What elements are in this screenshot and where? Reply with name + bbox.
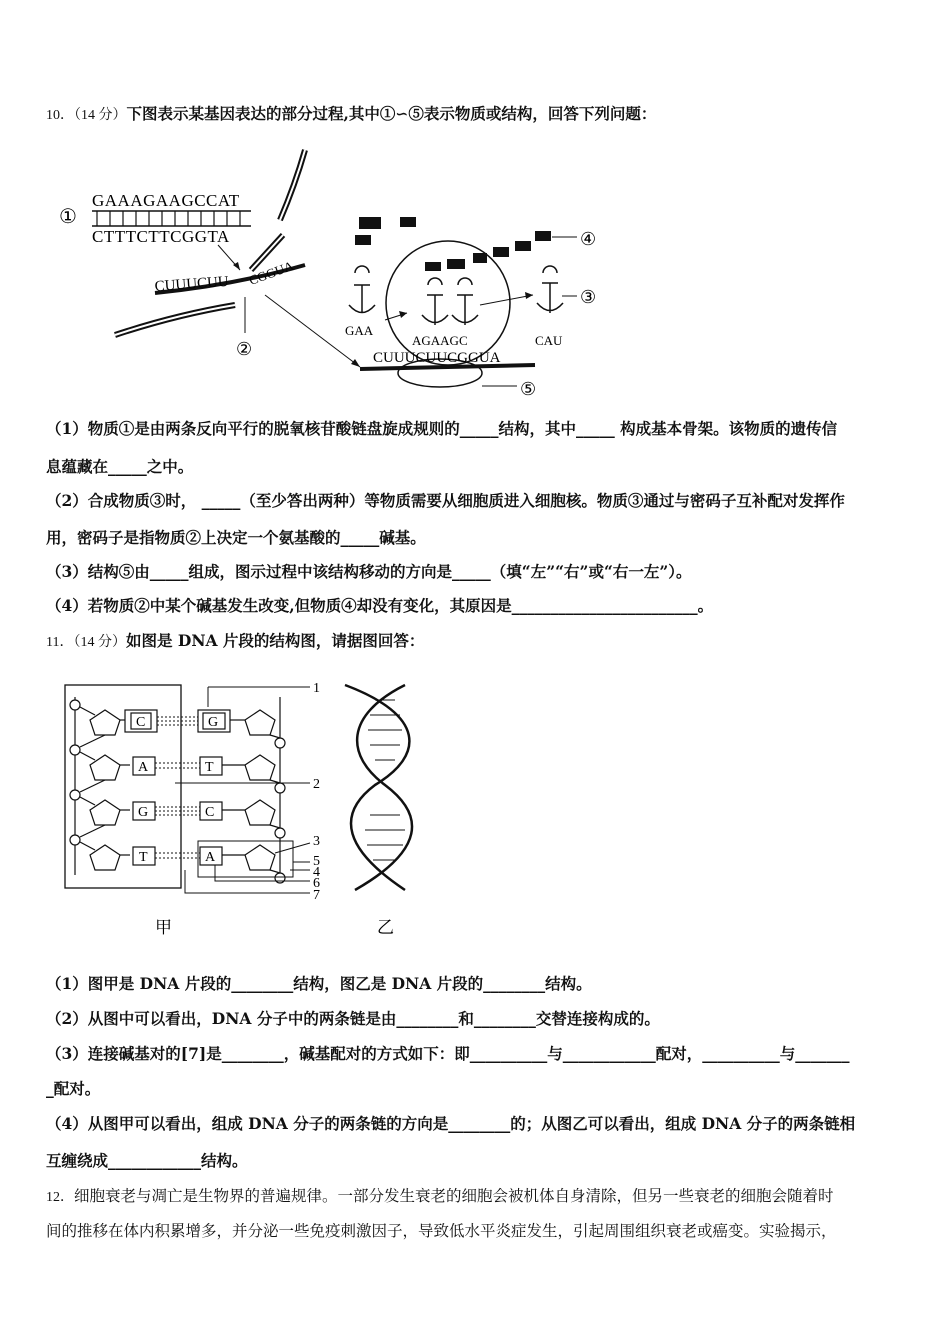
q11-sub3-line1: （3）连接碱基对的[7]是________，碱基配对的方式如下：即__________与____________配对，__________与_______ [46, 1044, 850, 1063]
q10-fig-dna-top: GAAAGAAGCCAT [92, 191, 240, 210]
q10-fig-dna-bottom: CTTTCTTCGGTA [92, 227, 230, 246]
q10-fig-anticodon-2: AGAAGC [412, 333, 468, 348]
q10-sub4: （4）若物质②中某个碱基发生改变,但物质④却没有变化，其原因是________________________。 [46, 596, 714, 615]
q10-stem [46, 103, 906, 127]
q11-fig-left-base-4: T [139, 850, 148, 865]
q11-fig-label-2: 2 [313, 777, 320, 792]
q11-fig-right-base-1: G [208, 715, 219, 730]
q11-number: 11． [46, 635, 74, 650]
q11-sub4-line2: 互缠绕成____________结构。 [46, 1151, 248, 1170]
q10-fig-label-2: ② [236, 339, 253, 359]
q11-fig-left-base-1: C [136, 715, 146, 730]
q11-fig-left-base-3: G [138, 805, 149, 820]
q11-fig-label-1: 1 [313, 681, 320, 696]
q10-stem-text: 下图表示某基因表达的部分过程,其中①∽⑤表示物质或结构，回答下列问题： [126, 104, 657, 123]
q12-line2: 间的推移在体内积累增多，并分泌一些免疫刺激因子，导致低水平炎症发生，引起周围组织衰老或癌变。实验揭示， [46, 1222, 837, 1240]
q11-stem-text: 如图是 DNA 片段的结构图，请据图回答： [125, 631, 425, 650]
q11-fig-label-6: 6 [313, 876, 320, 891]
q10-sub2-line2: 用，密码子是指物质②上决定一个氨基酸的_____碱基。 [46, 528, 426, 547]
q12-number: 12． [46, 1190, 74, 1205]
q10-fig-label-4: ④ [580, 229, 597, 249]
q11-sub1: （1）图甲是 DNA 片段的________结构，图乙是 DNA 片段的________结构。 [46, 974, 592, 993]
q11-fig-left-base-2: A [138, 760, 149, 775]
q10-fig-mrna-left-end: CGGUA [246, 257, 296, 288]
q10-fig-mrna-right: CUUUCUUCGGUA [373, 350, 501, 366]
q11-fig-label-7: 7 [313, 888, 320, 903]
q10-fig-anticodon-1: GAA [345, 323, 374, 338]
q10-score: （14 分） [74, 108, 127, 123]
q11-score: （14 分） [73, 635, 126, 650]
q10-sub1-line2: 息蕴藏在_____之中。 [46, 457, 194, 476]
q11-dna-structure-figure [55, 675, 425, 945]
q10-fig-label-1: ① [59, 206, 77, 228]
q11-fig-label-3: 3 [313, 834, 320, 849]
q10-sub2-line1: （2）合成物质③时， _____（至少答出两种）等物质需要从细胞质进入细胞核。物质③通过与密码子互补配对发挥作 [46, 491, 845, 510]
q10-sub1-line1: （1）物质①是由两条反向平行的脱氧核苷酸链盘旋成规则的_____结构，其中_____ 构成基本骨架。该物质的遗传信 [46, 419, 838, 438]
q11-fig-label-4: 4 [313, 865, 320, 880]
q10-fig-anticodon-3: CAU [535, 333, 563, 348]
q11-sub4-line1: （4）从图甲可以看出，组成 DNA 分子的两条链的方向是________的；从图乙可以看出，组成 DNA 分子的两条链相 [46, 1114, 856, 1133]
q11-stem [46, 630, 906, 654]
q12-line1-text: 细胞衰老与凋亡是生物界的普遍规律。一部分发生衰老的细胞会被机体自身清除，但另一些衰老的细胞会随着时 [74, 1187, 834, 1205]
q11-fig-caption-left: 甲 [155, 918, 172, 937]
q11-fig-label-5: 5 [313, 854, 320, 869]
q11-fig-right-base-2: T [205, 760, 214, 775]
q11-fig-caption-right: 乙 [377, 918, 394, 937]
q11-sub3-line2: _配对。 [46, 1079, 101, 1098]
q10-number: 10． [46, 108, 74, 123]
q11-sub2: （2）从图中可以看出，DNA 分子中的两条链是由________和________交替连接构成的。 [46, 1009, 660, 1028]
q10-fig-mrna-left: CUUUCUU [154, 273, 230, 295]
q10-fig-label-3: ③ [580, 287, 597, 307]
q12-line1 [46, 1185, 906, 1209]
q10-sub3: （3）结构⑤由_____组成，图示过程中该结构移动的方向是_____（填“左”“右”或“右一左”）。 [46, 562, 692, 581]
q11-fig-right-base-3: C [205, 805, 215, 820]
q10-fig-label-5: ⑤ [520, 379, 537, 399]
q10-gene-expression-figure [55, 145, 615, 405]
q11-fig-right-base-4: A [205, 850, 216, 865]
